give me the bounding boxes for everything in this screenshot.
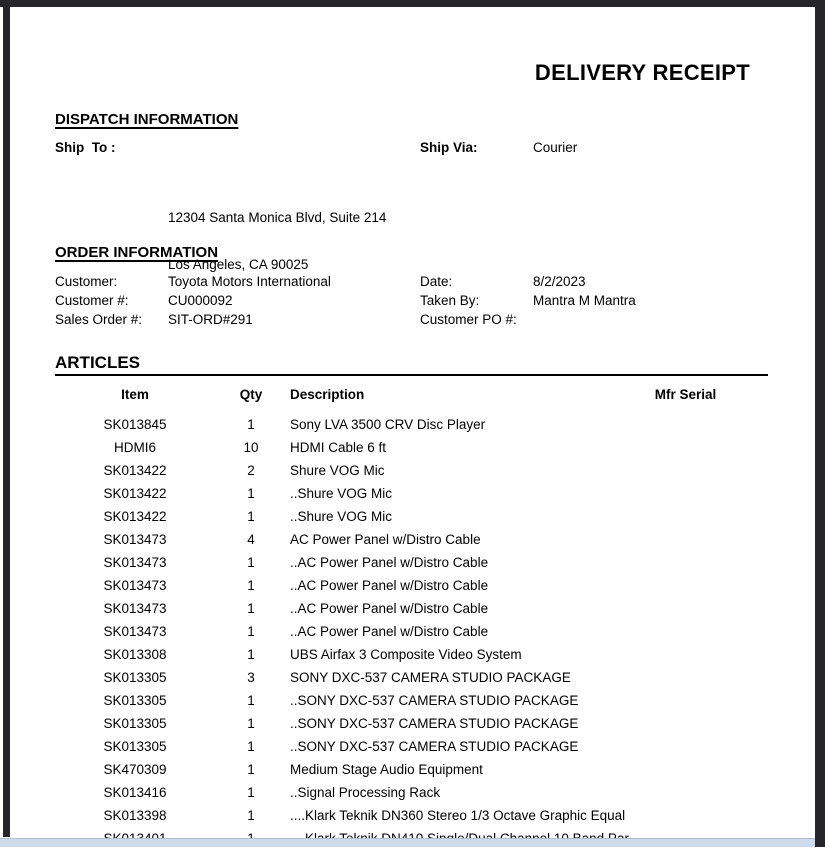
document-page bbox=[10, 7, 815, 837]
table-row bbox=[55, 735, 771, 758]
order-row-3 bbox=[55, 312, 795, 331]
qty-cell: 1 bbox=[247, 693, 255, 708]
description-cell: ..SONY DXC-537 CAMERA STUDIO PACKAGE bbox=[290, 716, 579, 731]
taken-by-value: Mantra M Mantra bbox=[533, 293, 636, 308]
mfr-serial-cell bbox=[600, 666, 771, 689]
description-cell: Sony LVA 3500 CRV Disc Player bbox=[290, 417, 486, 432]
column-header-qty: Qty bbox=[239, 387, 263, 402]
qty-cell: 1 bbox=[247, 624, 255, 639]
qty-cell: 1 bbox=[247, 486, 255, 501]
sales-order-value: SIT-ORD#291 bbox=[168, 312, 253, 327]
item-cell: SK013422 bbox=[103, 463, 167, 478]
description-cell: ..Shure VOG Mic bbox=[290, 486, 393, 501]
dispatch-information-heading: DISPATCH INFORMATION bbox=[55, 111, 239, 128]
mfr-serial-cell bbox=[600, 505, 771, 528]
mfr-serial-cell bbox=[600, 551, 771, 574]
table-row bbox=[55, 758, 771, 781]
table-row bbox=[55, 436, 771, 459]
description-cell: ..Shure VOG Mic bbox=[290, 509, 393, 524]
table-row bbox=[55, 712, 771, 735]
item-cell: SK013305 bbox=[103, 739, 167, 754]
qty-cell: 1 bbox=[247, 555, 255, 570]
item-cell: SK013473 bbox=[103, 578, 167, 593]
description-cell: Medium Stage Audio Equipment bbox=[290, 762, 483, 777]
customer-value: Toyota Motors International bbox=[168, 274, 331, 289]
table-header-row bbox=[55, 387, 771, 413]
description-cell: ..AC Power Panel w/Distro Cable bbox=[290, 555, 489, 570]
item-cell: SK013473 bbox=[103, 601, 167, 616]
mfr-serial-cell bbox=[600, 758, 771, 781]
table-row bbox=[55, 689, 771, 712]
qty-cell: 1 bbox=[247, 785, 255, 800]
address-line-1: 12304 Santa Monica Blvd, Suite 214 bbox=[168, 210, 387, 225]
ship-via-value: Courier bbox=[533, 140, 578, 155]
mfr-serial-cell bbox=[600, 574, 771, 597]
description-cell: ..AC Power Panel w/Distro Cable bbox=[290, 601, 489, 616]
mfr-serial-cell bbox=[600, 781, 771, 804]
mfr-serial-cell bbox=[600, 712, 771, 735]
mfr-serial-cell bbox=[600, 620, 771, 643]
description-cell: ..AC Power Panel w/Distro Cable bbox=[290, 578, 489, 593]
qty-cell: 4 bbox=[247, 532, 255, 547]
description-cell: ..SONY DXC-537 CAMERA STUDIO PACKAGE bbox=[290, 739, 579, 754]
column-header-mfr-serial: Mfr Serial bbox=[654, 387, 717, 402]
sales-order-label: Sales Order #: bbox=[55, 312, 143, 327]
table-row bbox=[55, 459, 771, 482]
table-row bbox=[55, 505, 771, 528]
item-cell: HDMI6 bbox=[113, 440, 156, 455]
item-cell: SK013422 bbox=[103, 509, 167, 524]
item-cell: SK013416 bbox=[103, 785, 167, 800]
table-row bbox=[55, 551, 771, 574]
qty-cell: 1 bbox=[247, 808, 255, 823]
table-row bbox=[55, 413, 771, 436]
articles-table bbox=[55, 387, 771, 850]
horizontal-scrollbar[interactable] bbox=[0, 838, 815, 847]
table-row bbox=[55, 666, 771, 689]
customer-number-label: Customer #: bbox=[55, 293, 129, 308]
item-cell: SK013473 bbox=[103, 624, 167, 639]
qty-cell: 1 bbox=[247, 417, 255, 432]
mfr-serial-cell bbox=[600, 436, 771, 459]
qty-cell: 10 bbox=[243, 440, 259, 455]
description-cell: AC Power Panel w/Distro Cable bbox=[290, 532, 481, 547]
qty-cell: 1 bbox=[247, 739, 255, 754]
window-border-right bbox=[815, 0, 825, 847]
table-row bbox=[55, 804, 771, 827]
column-header-item: Item bbox=[121, 387, 149, 402]
page-title: DELIVERY RECEIPT bbox=[534, 60, 750, 85]
item-cell: SK013398 bbox=[103, 808, 167, 823]
qty-cell: 1 bbox=[247, 601, 255, 616]
description-cell: ..Signal Processing Rack bbox=[290, 785, 441, 800]
description-cell: ..SONY DXC-537 CAMERA STUDIO PACKAGE bbox=[290, 693, 579, 708]
table-row bbox=[55, 781, 771, 804]
mfr-serial-cell bbox=[600, 482, 771, 505]
window-border-left bbox=[3, 7, 10, 837]
mfr-serial-cell bbox=[600, 528, 771, 551]
item-cell: SK013305 bbox=[103, 693, 167, 708]
qty-cell: 1 bbox=[247, 716, 255, 731]
table-row bbox=[55, 597, 771, 620]
table-row bbox=[55, 482, 771, 505]
mfr-serial-cell bbox=[600, 643, 771, 666]
table-row bbox=[55, 643, 771, 666]
description-cell: ..AC Power Panel w/Distro Cable bbox=[290, 624, 489, 639]
description-cell: UBS Airfax 3 Composite Video System bbox=[290, 647, 522, 662]
mfr-serial-cell bbox=[600, 735, 771, 758]
mfr-serial-cell bbox=[600, 597, 771, 620]
order-information-heading: ORDER INFORMATION bbox=[55, 244, 219, 261]
mfr-serial-cell bbox=[600, 459, 771, 482]
qty-cell: 1 bbox=[247, 578, 255, 593]
item-cell: SK013308 bbox=[103, 647, 167, 662]
mfr-serial-cell bbox=[600, 689, 771, 712]
customer-label: Customer: bbox=[55, 274, 118, 289]
item-cell: SK013305 bbox=[103, 670, 167, 685]
description-cell: ....Klark Teknik DN360 Stereo 1/3 Octave Graphic Equal bbox=[290, 808, 626, 823]
description-cell: SONY DXC-537 CAMERA STUDIO PACKAGE bbox=[290, 670, 571, 685]
item-cell: SK470309 bbox=[103, 762, 167, 777]
item-cell: SK013422 bbox=[103, 486, 167, 501]
ship-via-label: Ship Via: bbox=[420, 140, 478, 155]
column-header-description: Description bbox=[290, 387, 365, 402]
item-cell: SK013473 bbox=[103, 532, 167, 547]
customer-po-label: Customer PO #: bbox=[420, 312, 517, 327]
item-cell: SK013473 bbox=[103, 555, 167, 570]
table-row bbox=[55, 574, 771, 597]
articles-divider bbox=[55, 374, 768, 376]
address-line-2: Los Angeles, CA 90025 bbox=[168, 256, 309, 272]
table-row bbox=[55, 528, 771, 551]
item-cell: SK013845 bbox=[103, 417, 167, 432]
description-cell: HDMI Cable 6 ft bbox=[290, 440, 387, 455]
date-value: 8/2/2023 bbox=[533, 274, 586, 289]
taken-by-label: Taken By: bbox=[420, 293, 480, 308]
date-label: Date: bbox=[420, 274, 453, 289]
item-cell: SK013305 bbox=[103, 716, 167, 731]
qty-cell: 1 bbox=[247, 509, 255, 524]
qty-cell: 3 bbox=[247, 670, 255, 685]
table-row bbox=[55, 620, 771, 643]
qty-cell: 1 bbox=[247, 647, 255, 662]
order-row-1 bbox=[55, 274, 795, 293]
mfr-serial-cell bbox=[600, 413, 771, 436]
mfr-serial-cell bbox=[600, 804, 771, 827]
customer-number-value: CU000092 bbox=[168, 293, 233, 308]
articles-heading: ARTICLES bbox=[55, 353, 140, 372]
qty-cell: 2 bbox=[247, 463, 255, 478]
order-row-2 bbox=[55, 293, 795, 312]
qty-cell: 1 bbox=[247, 762, 255, 777]
ship-row bbox=[55, 140, 795, 159]
description-cell: Shure VOG Mic bbox=[290, 463, 385, 478]
window-border-top bbox=[0, 0, 825, 7]
ship-to-label: Ship To : bbox=[55, 140, 116, 155]
